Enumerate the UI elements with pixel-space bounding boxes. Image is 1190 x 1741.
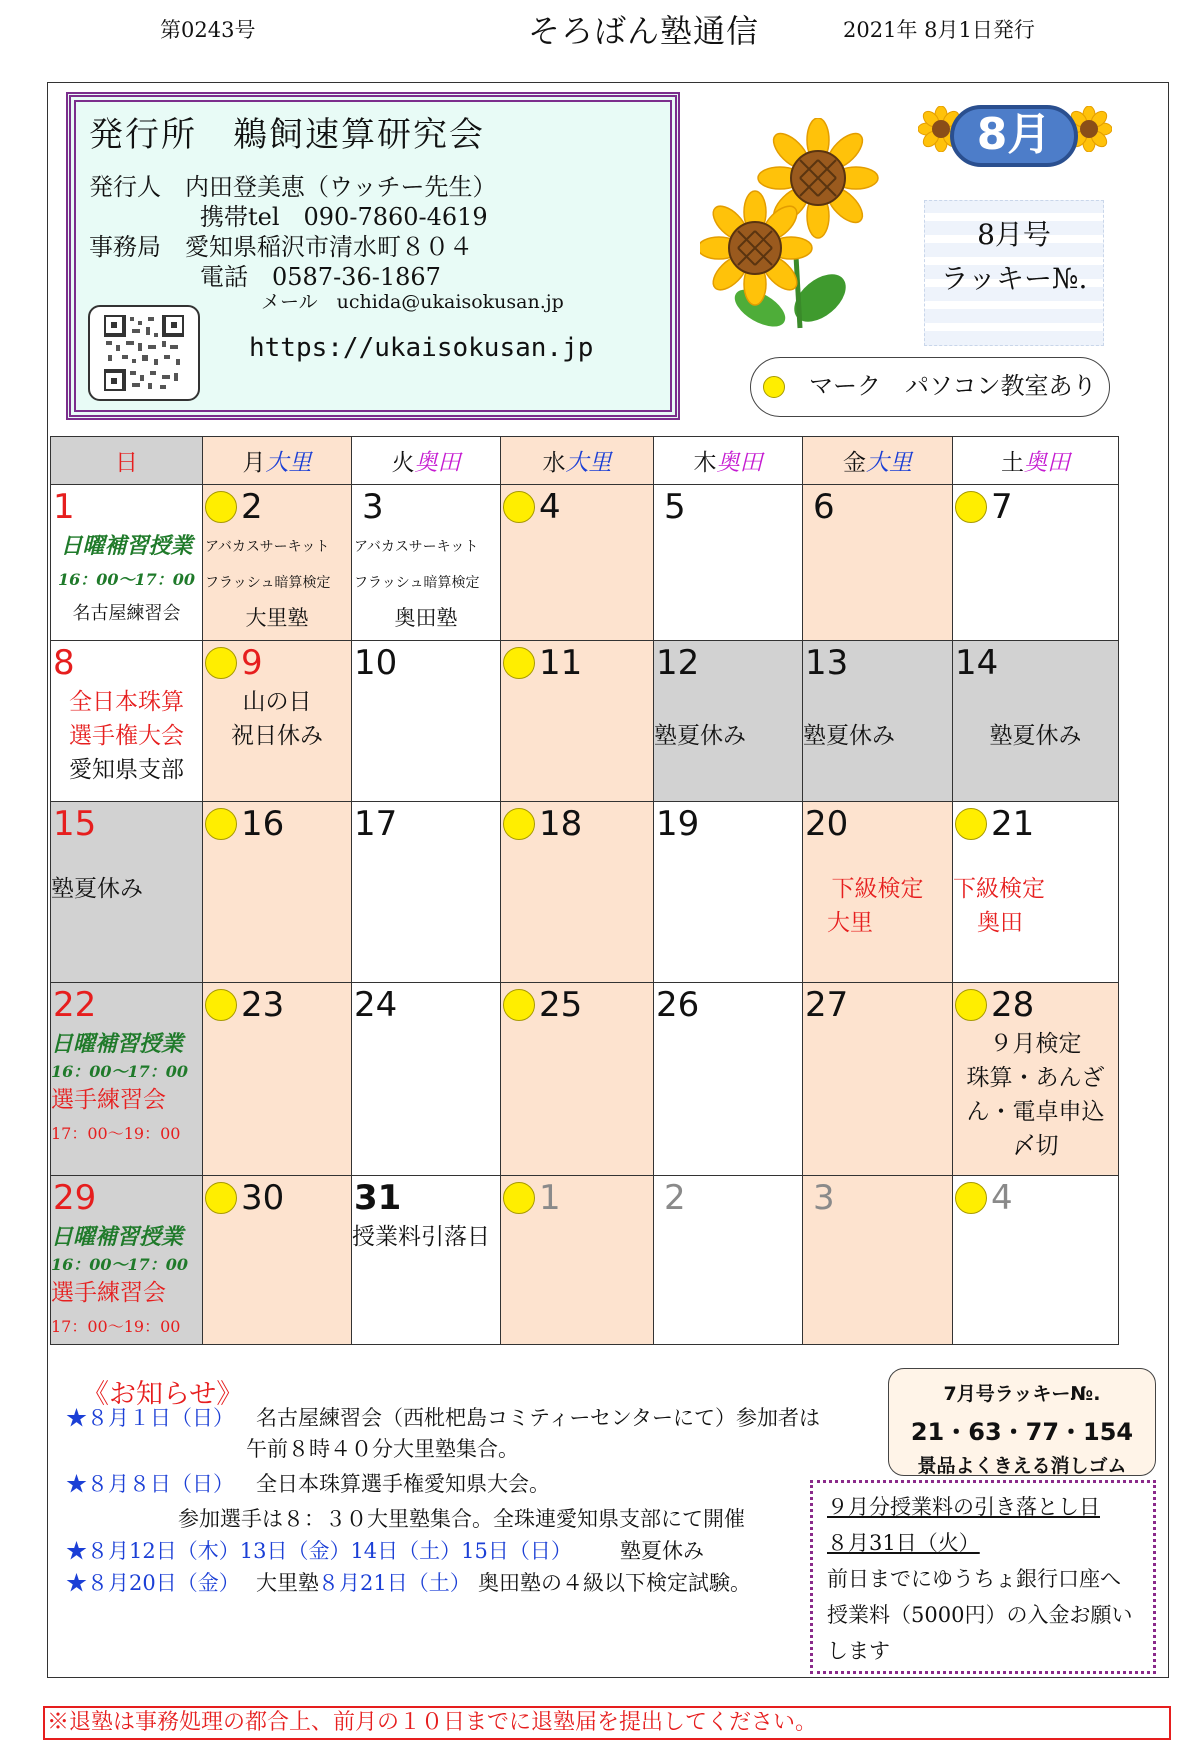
- notice-text: 午前８時４０分大里塾集合。: [246, 1437, 519, 1461]
- notice-text: 塾夏休み: [620, 1539, 704, 1563]
- notices-title: 《お知らせ》: [82, 1379, 244, 1410]
- month-badge: 8月: [950, 105, 1078, 167]
- weekday-sun: 日: [51, 437, 203, 485]
- weekday-mon: 月大里: [203, 437, 352, 485]
- mark-legend: [750, 357, 1110, 417]
- day-cell: 2: [654, 1176, 803, 1345]
- day-cell: 2 アバカスサーキット フラッシュ暗算検定 大里塾: [203, 485, 352, 641]
- day-cell: 29 日曜補習授業 16：00〜17：00 選手練習会 17：00〜19：00: [51, 1176, 203, 1345]
- notice-date: ８月21日（土）: [318, 1571, 471, 1595]
- day-cell: 3 アバカスサーキット フラッシュ暗算検定 奥田塾: [352, 485, 501, 641]
- publisher-office: 発行所 鵜飼速算研究会: [89, 115, 485, 155]
- debit-date: ８月31日（火）: [827, 1531, 980, 1555]
- day-cell: 26: [654, 983, 803, 1176]
- publisher-address: 事務局 愛知県稲沢市清水町８０４: [89, 233, 473, 261]
- publisher-name: 発行人 内田登美恵（ウッチー先生）: [89, 173, 497, 201]
- july-lucky-numbers: 21・63・77・154: [910, 1418, 1134, 1446]
- weekday-thu: 木奥田: [654, 437, 803, 485]
- publisher-box: [66, 92, 680, 420]
- day-cell: 24: [352, 983, 501, 1176]
- day-cell: 18: [501, 802, 654, 983]
- pc-class-dot-icon: [955, 491, 987, 523]
- lucky-number-box: [924, 200, 1104, 346]
- day-cell: 20 下級検定 大里: [803, 802, 953, 983]
- issue-date: 2021年 8月1日発行: [843, 18, 1035, 42]
- pc-class-dot-icon: [955, 808, 987, 840]
- notice-date: ★８月１日（日）: [66, 1406, 234, 1430]
- day-cell: 9 山の日 祝日休み: [203, 641, 352, 802]
- pc-class-dot-icon: [205, 808, 237, 840]
- day-cell: 17: [352, 802, 501, 983]
- day-cell: 15 塾夏休み: [51, 802, 203, 983]
- day-cell: 25: [501, 983, 654, 1176]
- day-cell: 27: [803, 983, 953, 1176]
- day-cell: 10: [352, 641, 501, 802]
- pc-class-dot-icon: [955, 989, 987, 1021]
- day-cell: 1: [501, 1176, 654, 1345]
- pc-class-dot-icon: [205, 1182, 237, 1214]
- debit-title: ９月分授業料の引き落とし日: [827, 1495, 1100, 1519]
- day-cell: 8 全日本珠算 選手権大会 愛知県支部: [51, 641, 203, 802]
- newsletter-title: そろばん塾通信: [528, 12, 760, 50]
- lucky-label: ラッキー№.: [940, 262, 1088, 295]
- publisher-mobile: 携帯tel 090-7860-4619: [200, 203, 488, 231]
- notice-date: ★８月20日（金）: [66, 1571, 240, 1595]
- notice-date: ★８月８日（日）: [66, 1472, 234, 1496]
- withdrawal-notice: ※退塾は事務処理の都合上、前月の１０日までに退塾届を提出してください。: [43, 1706, 1171, 1740]
- publisher-email[interactable]: メール uchida@ukaisokusan.jp: [261, 291, 564, 313]
- pc-class-dot-icon: [503, 491, 535, 523]
- july-lucky-prize: 景品よくきえる消しゴム: [917, 1455, 1127, 1477]
- day-cell: 28 ９月検定 珠算・あんざ ん・電卓申込 〆切: [953, 983, 1119, 1176]
- day-cell: 23: [203, 983, 352, 1176]
- qr-code-icon: [104, 315, 184, 391]
- notice-text: 奥田塾の４級以下検定試験。: [478, 1571, 751, 1595]
- pc-class-dot-icon: [503, 647, 535, 679]
- day-cell: 14 塾夏休み: [953, 641, 1119, 802]
- calendar-table: [50, 436, 1119, 1345]
- weekday-wed: 水大里: [501, 437, 654, 485]
- lucky-title: 8月号: [977, 218, 1051, 251]
- notice-text: 大里塾: [256, 1571, 319, 1595]
- tuition-debit-box: [810, 1480, 1156, 1674]
- day-cell: 12 塾夏休み: [654, 641, 803, 802]
- day-cell: 16: [203, 802, 352, 983]
- pc-class-dot-icon: [955, 1182, 987, 1214]
- qr-code[interactable]: [88, 305, 200, 401]
- day-cell: 19: [654, 802, 803, 983]
- pc-class-dot-icon: [763, 376, 785, 398]
- pc-class-dot-icon: [205, 491, 237, 523]
- notice-text: 参加選手は８：３０大里塾集合。全珠連愛知県支部にて開催: [178, 1507, 745, 1531]
- pc-class-dot-icon: [503, 808, 535, 840]
- july-lucky-box: [888, 1368, 1156, 1476]
- mark-legend-text: マーク パソコン教室あり: [809, 372, 1097, 400]
- day-cell: 22 日曜補習授業 16：00〜17：00 選手練習会 17：00〜19：00: [51, 983, 203, 1176]
- day-cell: 1 日曜補習授業 16：00〜17：00 名古屋練習会: [51, 485, 203, 641]
- website-link[interactable]: https://ukaisokusan.jp: [249, 333, 594, 363]
- pc-class-dot-icon: [503, 1182, 535, 1214]
- day-cell: 6: [803, 485, 953, 641]
- day-cell: 21 下級検定 奥田: [953, 802, 1119, 983]
- day-cell: 3: [803, 1176, 953, 1345]
- pc-class-dot-icon: [503, 989, 535, 1021]
- day-cell: 11: [501, 641, 654, 802]
- weekday-sat: 土奥田: [953, 437, 1119, 485]
- debit-text: します: [827, 1639, 890, 1663]
- issue-number: 第0243号: [160, 18, 256, 42]
- weekday-tue: 火奥田: [352, 437, 501, 485]
- notice-text: 名古屋練習会（西枇杷島コミティーセンターにて）参加者は: [256, 1406, 821, 1430]
- notice-text: 全日本珠算選手権愛知県大会。: [256, 1472, 550, 1496]
- pc-class-dot-icon: [205, 989, 237, 1021]
- debit-text: 授業料（5000円）の入金お願い: [827, 1603, 1133, 1627]
- notice-date: ★８月12日（木）13日（金）14日（土）15日（日）: [66, 1539, 572, 1563]
- sunflower-illustration: [700, 118, 880, 338]
- day-cell: 4: [501, 485, 654, 641]
- day-cell: 31 授業料引落日: [352, 1176, 501, 1345]
- debit-text: 前日までにゆうちょ銀行口座へ: [827, 1567, 1121, 1591]
- day-cell: 5: [654, 485, 803, 641]
- day-cell: 13 塾夏休み: [803, 641, 953, 802]
- july-lucky-title: 7月号ラッキー№.: [943, 1383, 1101, 1405]
- pc-class-dot-icon: [205, 647, 237, 679]
- day-cell: 30: [203, 1176, 352, 1345]
- weekday-fri: 金大里: [803, 437, 953, 485]
- day-cell: 4: [953, 1176, 1119, 1345]
- publisher-phone: 電話 0587-36-1867: [200, 263, 441, 291]
- day-cell: 7: [953, 485, 1119, 641]
